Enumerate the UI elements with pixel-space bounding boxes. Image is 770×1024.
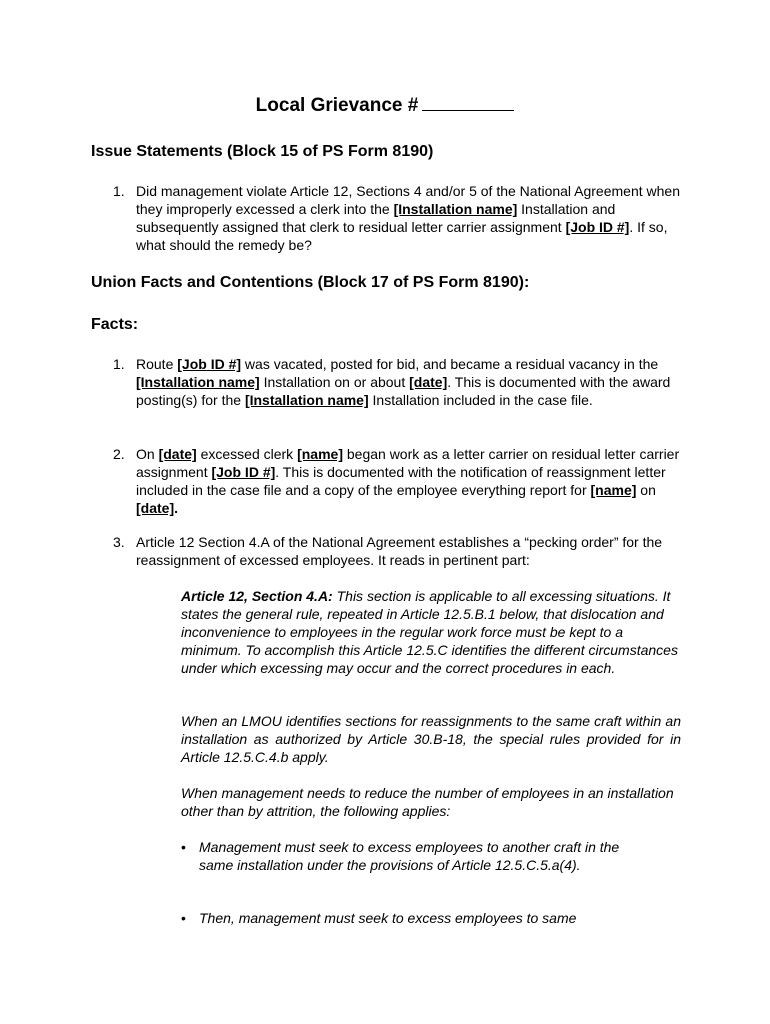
text-run: . xyxy=(174,500,179,516)
fact-text: Article 12 Section 4.A of the National Agreement establishes a “pecking order” for the reassignment of excessed employees. It reads in pertinent part: xyxy=(136,534,663,568)
list-number: 2. xyxy=(113,446,125,462)
quote-lmou: When an LMOU identifies sections for reassignments to the same craft within an installation as authorized by Article 30.B-18, the special rules provided for in Article 12.5.C.4.b apply. xyxy=(181,713,681,765)
page-title xyxy=(0,94,770,118)
job-id-field: [Job ID #] xyxy=(177,356,242,372)
date-field: [date] xyxy=(158,446,197,462)
fact-text xyxy=(136,355,681,409)
title-text: Local Grievance # xyxy=(255,95,419,116)
text-run: Installation included in the case file. xyxy=(368,392,593,408)
list-number: 3. xyxy=(113,534,125,550)
text-run: . This is documented with the award posting(s) for the xyxy=(136,374,671,408)
name-field: [name] xyxy=(590,482,637,498)
bullet-text: Management must seek to excess employees to another craft in the same installation under the provisions of Article 12.5.C.5.a(4). xyxy=(199,839,620,873)
bullet-icon: • xyxy=(181,910,186,926)
bullet-icon: • xyxy=(181,839,186,855)
bullet-text: Then, management must seek to excess employees to same xyxy=(199,910,577,926)
text-run: on xyxy=(636,482,656,498)
job-id-field: [Job ID #] xyxy=(211,464,276,480)
text-run: Route xyxy=(136,356,178,372)
issue-statements-heading: Issue Statements (Block 15 of PS Form 8190) xyxy=(91,143,434,160)
text-run: Installation on or about xyxy=(259,374,410,390)
grievance-number-blank xyxy=(422,95,514,111)
installation-name-field: [Installation name] xyxy=(393,201,518,217)
list-number: 1. xyxy=(113,183,125,199)
quote-text: This section is applicable to all excessing situations. It states the general rule, repeated in Article 12.5.B.1 below, that dislocation and inconvenience to employees in the regular work force must be kept to a minimum. To accomplish this Article 12.5.C identifies the different circumstances under which excessing may occur and the correct procedures in each. xyxy=(181,588,678,676)
installation-name-field: [Installation name] xyxy=(136,374,260,390)
installation-name-field: [Installation name] xyxy=(244,392,369,408)
issue-text xyxy=(136,182,681,254)
text-run: began work as a letter carrier on residual letter carrier assignment xyxy=(136,446,680,480)
date-field: [date] xyxy=(136,500,175,516)
quote-management: When management needs to reduce the number of employees in an installation other than by attrition, the following applies: xyxy=(181,785,674,819)
text-run: . If so, what should the remedy be? xyxy=(136,219,668,253)
job-id-field: [Job ID #] xyxy=(565,219,630,235)
quote-lead: Article 12, Section 4.A: xyxy=(181,588,333,604)
text-run: . This is documented with the notification of reassignment letter included in the case file and a copy of the employee everything report for xyxy=(136,464,666,498)
text-run: Did management violate Article 12, Sections 4 and/or 5 of the National Agreement when they improperly excessed a clerk into the xyxy=(136,183,680,217)
text-run: On xyxy=(136,446,159,462)
list-number: 1. xyxy=(113,356,125,372)
name-field: [name] xyxy=(297,446,343,462)
text-run: Installation and subsequently assigned that clerk to residual letter carrier assignment xyxy=(136,201,616,235)
union-facts-heading: Union Facts and Contentions (Block 17 of PS Form 8190): xyxy=(91,274,530,291)
quote-article-12 xyxy=(181,587,681,677)
facts-heading: Facts: xyxy=(91,316,139,333)
text-run: excessed clerk xyxy=(196,446,298,462)
date-field: [date] xyxy=(409,374,448,390)
text-run: was vacated, posted for bid, and became a residual vacancy in the xyxy=(241,356,659,372)
fact-text xyxy=(136,445,681,517)
